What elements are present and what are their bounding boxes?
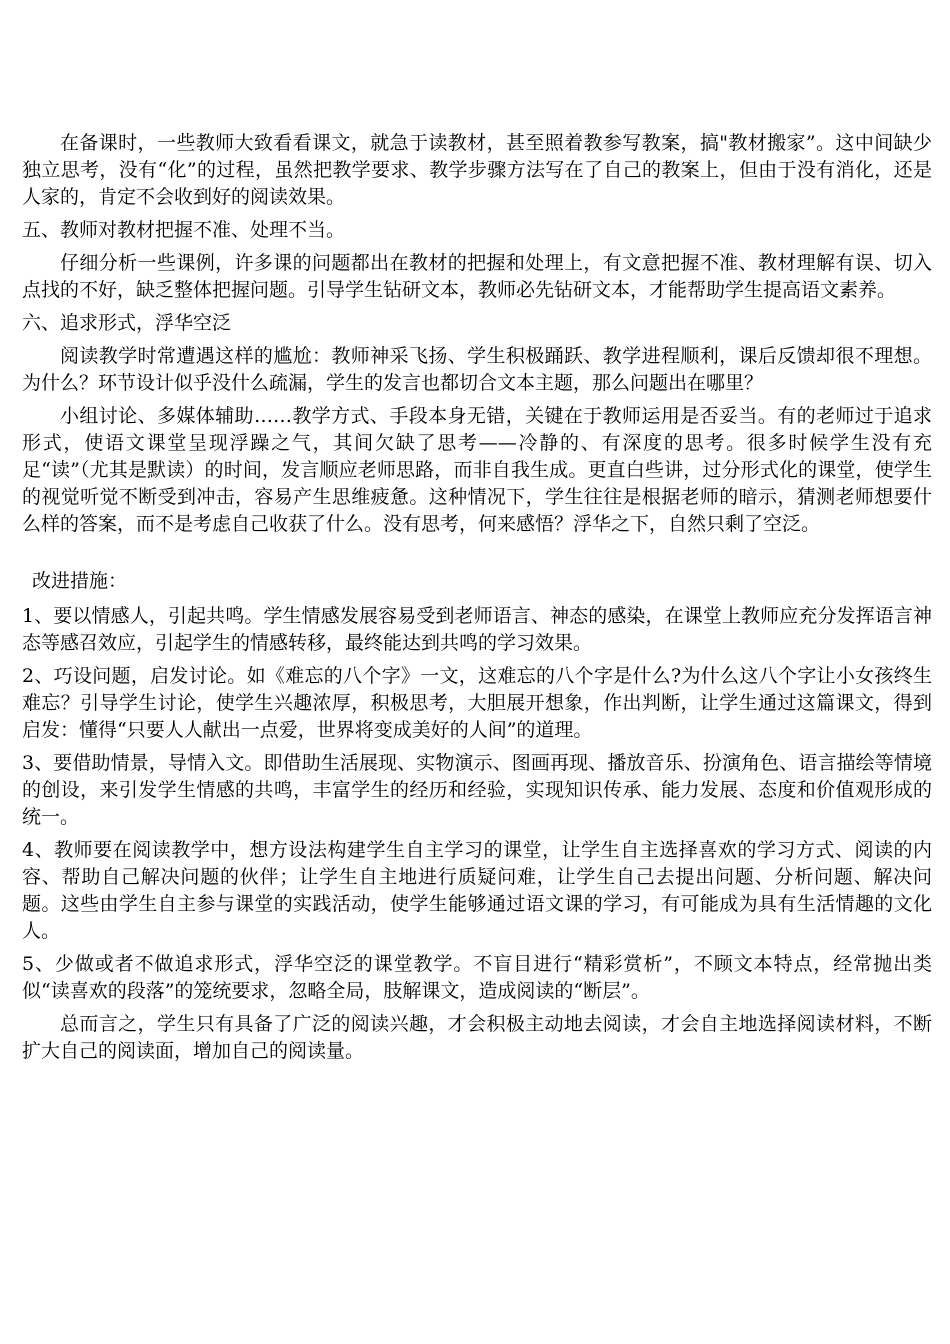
document-page	[22, 130, 932, 1071]
heading-section-6: 六、追求形式，浮华空泛	[22, 312, 232, 334]
measure-item-4: 4、教师要在阅读教学中，想方设法构建学生自主学习的课堂，让学生自主选择喜欢的学习方式、阅读的内容、帮助自己解决问题的伙伴；让学生自主地进行质疑问难，让学生自己去提出问题、分析问题、解决问题。这些由学生自主参与课堂的实践活动，使学生能够通过语文课的学习，有可能成为具有生活情趣的文化人。	[22, 839, 932, 942]
paragraph-conclusion: 总而言之，学生只有具备了广泛的阅读兴趣，才会积极主动地去阅读，才会自主地选择阅读材料，不断扩大自己的阅读面，增加自己的阅读量。	[22, 1013, 932, 1062]
paragraph-formalism: 小组讨论、多媒体辅助……教学方式、手段本身无错，关键在于教师运用是否妥当。有的老师过于追求形式，使语文课堂呈现浮躁之气，其间欠缺了思考——冷静的、有深度的思考。很多时候学生没有充足“读”（尤其是默读）的时间，发言顺应老师思路，而非自我生成。更直白些讲，过分形式化的课堂，使学生的视觉听觉不断受到冲击，容易产生思维疲惫。这种情况下，学生往往是根据老师的暗示，猜测老师想要什么样的答案，而不是考虑自己收获了什么。没有思考，何来感悟？浮华之下，自然只剩了空泛。	[22, 405, 932, 535]
measure-item-5: 5、少做或者不做追求形式，浮华空泛的课堂教学。不盲目进行“精彩赏析”，不顾文本特点，经常抛出类似“读喜欢的段落”的笼统要求，忽略全局，肢解课文，造成阅读的“断层”。	[22, 953, 932, 1002]
section-spacer	[22, 544, 932, 568]
measure-item-3: 3、要借助情景，导情入文。即借助生活展现、实物演示、图画再现、播放音乐、扮演角色、语言描绘等情境的创设，来引发学生情感的共鸣，丰富学生的经历和经验，实现知识传承、能力发展、态度和价值观形成的统一。	[22, 752, 932, 828]
paragraph-textbook-handling: 仔细分析一些课例，许多课的问题都出在教材的把握和处理上，有文意把握不准、教材理解有误、切入点找的不好，缺乏整体把握问题。引导学生钻研文本，教师必先钻研文本，才能帮助学生提高语文素养。	[22, 252, 932, 301]
heading-improvement-measures: 改进措施：	[32, 570, 128, 592]
heading-section-5: 五、教师对教材把握不准、处理不当。	[22, 219, 346, 241]
paragraph-awkward-situation: 阅读教学时常遭遇这样的尴尬：教师神采飞扬、学生积极踊跃、教学进程顺利，课后反馈却很不理想。为什么？环节设计似乎没什么疏漏，学生的发言也都切合文本主题，那么问题出在哪里？	[22, 345, 932, 394]
measure-item-2: 2、巧设问题，启发讨论。如《难忘的八个字》一文，这难忘的八个字是什么?为什么这八个字让小女孩终生难忘？引导学生讨论，使学生兴趣浓厚，积极思考，大胆展开想象，作出判断，让学生通过这篇课文，得到启发：懂得“只要人人献出一点爱，世界将变成美好的人间”的道理。	[22, 665, 932, 741]
measure-item-1: 1、要以情感人，引起共鸣。学生情感发展容易受到老师语言、神态的感染，在课堂上教师应充分发挥语言神态等感召效应，引起学生的情感转移，最终能达到共鸣的学习效果。	[22, 605, 932, 654]
paragraph-lesson-prep: 在备课时，一些教师大致看看课文，就急于读教材，甚至照着教参写教案，搞"教材搬家”。这中间缺少独立思考，没有“化”的过程，虽然把教学要求、教学步骤方法写在了自己的教案上，但由于没有消化，还是人家的，肯定不会收到好的阅读效果。	[22, 132, 932, 208]
